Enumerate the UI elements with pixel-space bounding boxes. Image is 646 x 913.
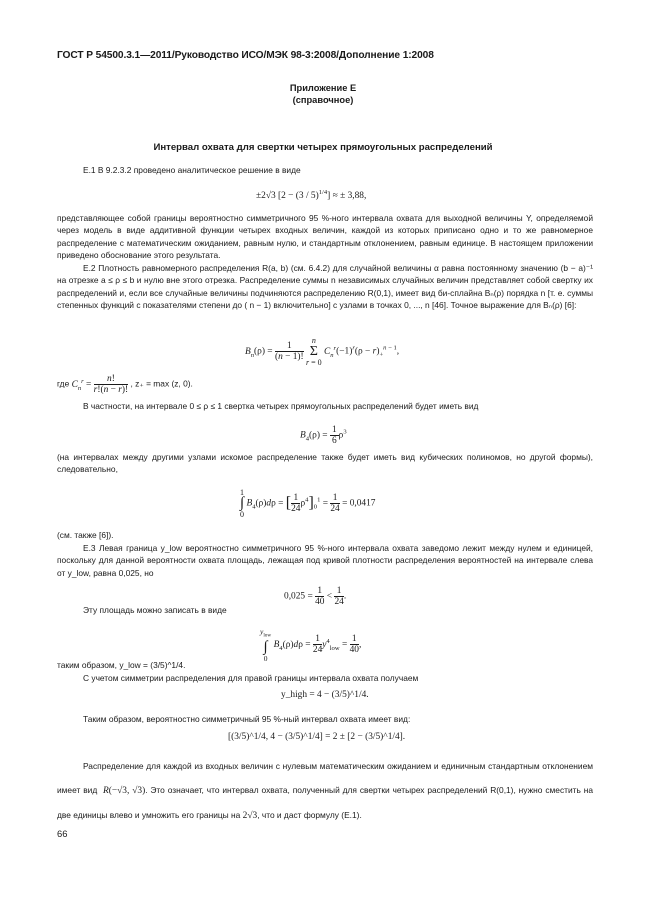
equation-e1: [256, 189, 366, 201]
appendix-note: (справочное): [292, 95, 354, 105]
appendix-title: Интервал охвата для свертки четырех прямоугольных распределений: [153, 142, 493, 153]
paragraph-e3: Е.3 Левая граница y_low вероятностно симметричного 95 %-ного интервала охвата заведомо лежит между нулем и единицей, поскольку для данной вероятности охвата площадь, лежащая под кривой плотности распределения вероятностей на интервале слева от y_low, равна 0,025, но: [57, 543, 593, 578]
final-part-c: , что и даст формулу (Е.1).: [257, 810, 362, 820]
where-prefix: где: [57, 378, 70, 389]
paragraph-final: [57, 754, 593, 828]
inequality-left: 0,025 =: [284, 591, 313, 602]
running-header: ГОСТ Р 54500.3.1—2011/Руководство ИСО/МЭК 98-3:2008/Дополнение 1:2008: [57, 50, 434, 61]
rect-distribution-formula: R(−√3, √3): [103, 786, 146, 796]
integral-value: = 0,0417: [342, 498, 376, 509]
equation-bspline: $B_n(\rho)$ = $\frac{1}{(n - 1)!}$ n Σ r = 0 $C_n^r(-1)^r(\rho - r)_+^{n - 1}$,: [245, 336, 400, 367]
e1-intro: Е.1 В 9.2.3.2 проведено аналитическое решение в виде: [83, 165, 301, 175]
scale-factor-formula: 2√3: [242, 811, 258, 821]
where-clause: [57, 374, 193, 395]
final-part-a: Распределение для каждой из входных величин с нулевым математическим ожиданием и единичным стандартным отклонением имеет вид: [57, 761, 593, 795]
line-symmetry: С учетом симметрии распределения для правой границы интервала охвата получаем: [83, 673, 419, 683]
final-part-b: . Это означает, что интервал охвата, полученный для свертки четырех распределений R(0,1), нужно сместить на две единицы влево и умножить его границы на: [57, 785, 594, 820]
appendix-label: Приложение Е: [289, 83, 357, 93]
equation-e1-result: ≈ ± 3,88,: [332, 191, 367, 202]
see-also: (см. также [6]).: [57, 530, 114, 540]
paragraph-interval-0-1: В частности, на интервале 0 ≤ ρ ≤ 1 свертка четырех прямоугольных распределений будет иметь вид: [83, 401, 479, 411]
binomial-definition: $C_n^r$ = $\frac{n!}{r!(n - r)!}$: [71, 374, 129, 395]
page-number: 66: [57, 828, 68, 839]
paragraph-e1-explanation: представляющее собой границы вероятностно симметричного 95 %-ного интервала охвата для выходной величины Y, определяемой через модель в виде аддитивной функции четырех входных величин, каждой из которых приписано одно и то же равномерное распределение с математическим ожиданием, равным нулю, и стандартным отклонением, равным единице. В настоящем приложении приведено обоснование этого результата.: [57, 213, 593, 261]
equation-inequality: 0,025 = $\frac{1}{40}$ < $\frac{1}{24}$ .: [284, 586, 347, 607]
line-thus: таким образом, y_low = (3/5)^1/4.: [57, 660, 186, 670]
equation-interval: [(3/5)^1/4, 4 − (3/5)^1/4] = 2 ± [2 − (3/5)^1/4].: [228, 732, 406, 742]
equation-area: $y_{low}$ ∫ 0 $B_4(\rho)d\rho$ = $\frac{1}{24}$ $y^4_{low}$ = $\frac{1}{40}$ ,: [260, 627, 362, 663]
equation-b4: $B_4(\rho)$ = $\frac{1}{6}$ $\rho^3$: [300, 425, 347, 446]
equation-yhigh: y_high = 4 − (3/5)^1/4.: [281, 690, 369, 700]
paragraph-other-intervals: (на интервалах между другими узлами искомое распределение также будет иметь вид кубических полиномов, но другой формы), следовательно,: [57, 452, 593, 475]
equation-e1-expression: ±2√3 [2 − (3 / 5)$^{1/4}$]: [256, 189, 331, 202]
where-tail: , z₊ = max (z, 0).: [130, 378, 193, 389]
paragraph-e2: Е.2 Плотность равномерного распределения R(a, b) (см. 6.4.2) для случайной величины α равна постоянному значению (b − a)⁻¹ на отрезке a ≤ ρ ≤ b и нулю вне этого отрезка. Распределение суммы n независимых случайных величин представляет собой свертку их распределений и, если все случайные величины подчиняются распределению R(0,1), имеет вид би-сплайна Bₙ(ρ) порядка n [т. е. суммы степенных функций с показателями степени до ( n − 1) включительно] с узлами в точках 0, ..., n [46]. Точное выражение для Bₙ(ρ) [6]:: [57, 263, 593, 311]
area-intro: Эту площадь можно записать в виде: [83, 605, 227, 615]
equation-integral: 1 ∫ 0 $B_4(\rho)d\rho$ = [ $\frac{1}{24}$ $\rho^4]_0^1$ = $\frac{1}{24}$ = 0,0417: [240, 488, 376, 519]
line-interval: Таким образом, вероятностно симметричный 95 %-ный интервал охвата имеет вид:: [83, 714, 411, 724]
